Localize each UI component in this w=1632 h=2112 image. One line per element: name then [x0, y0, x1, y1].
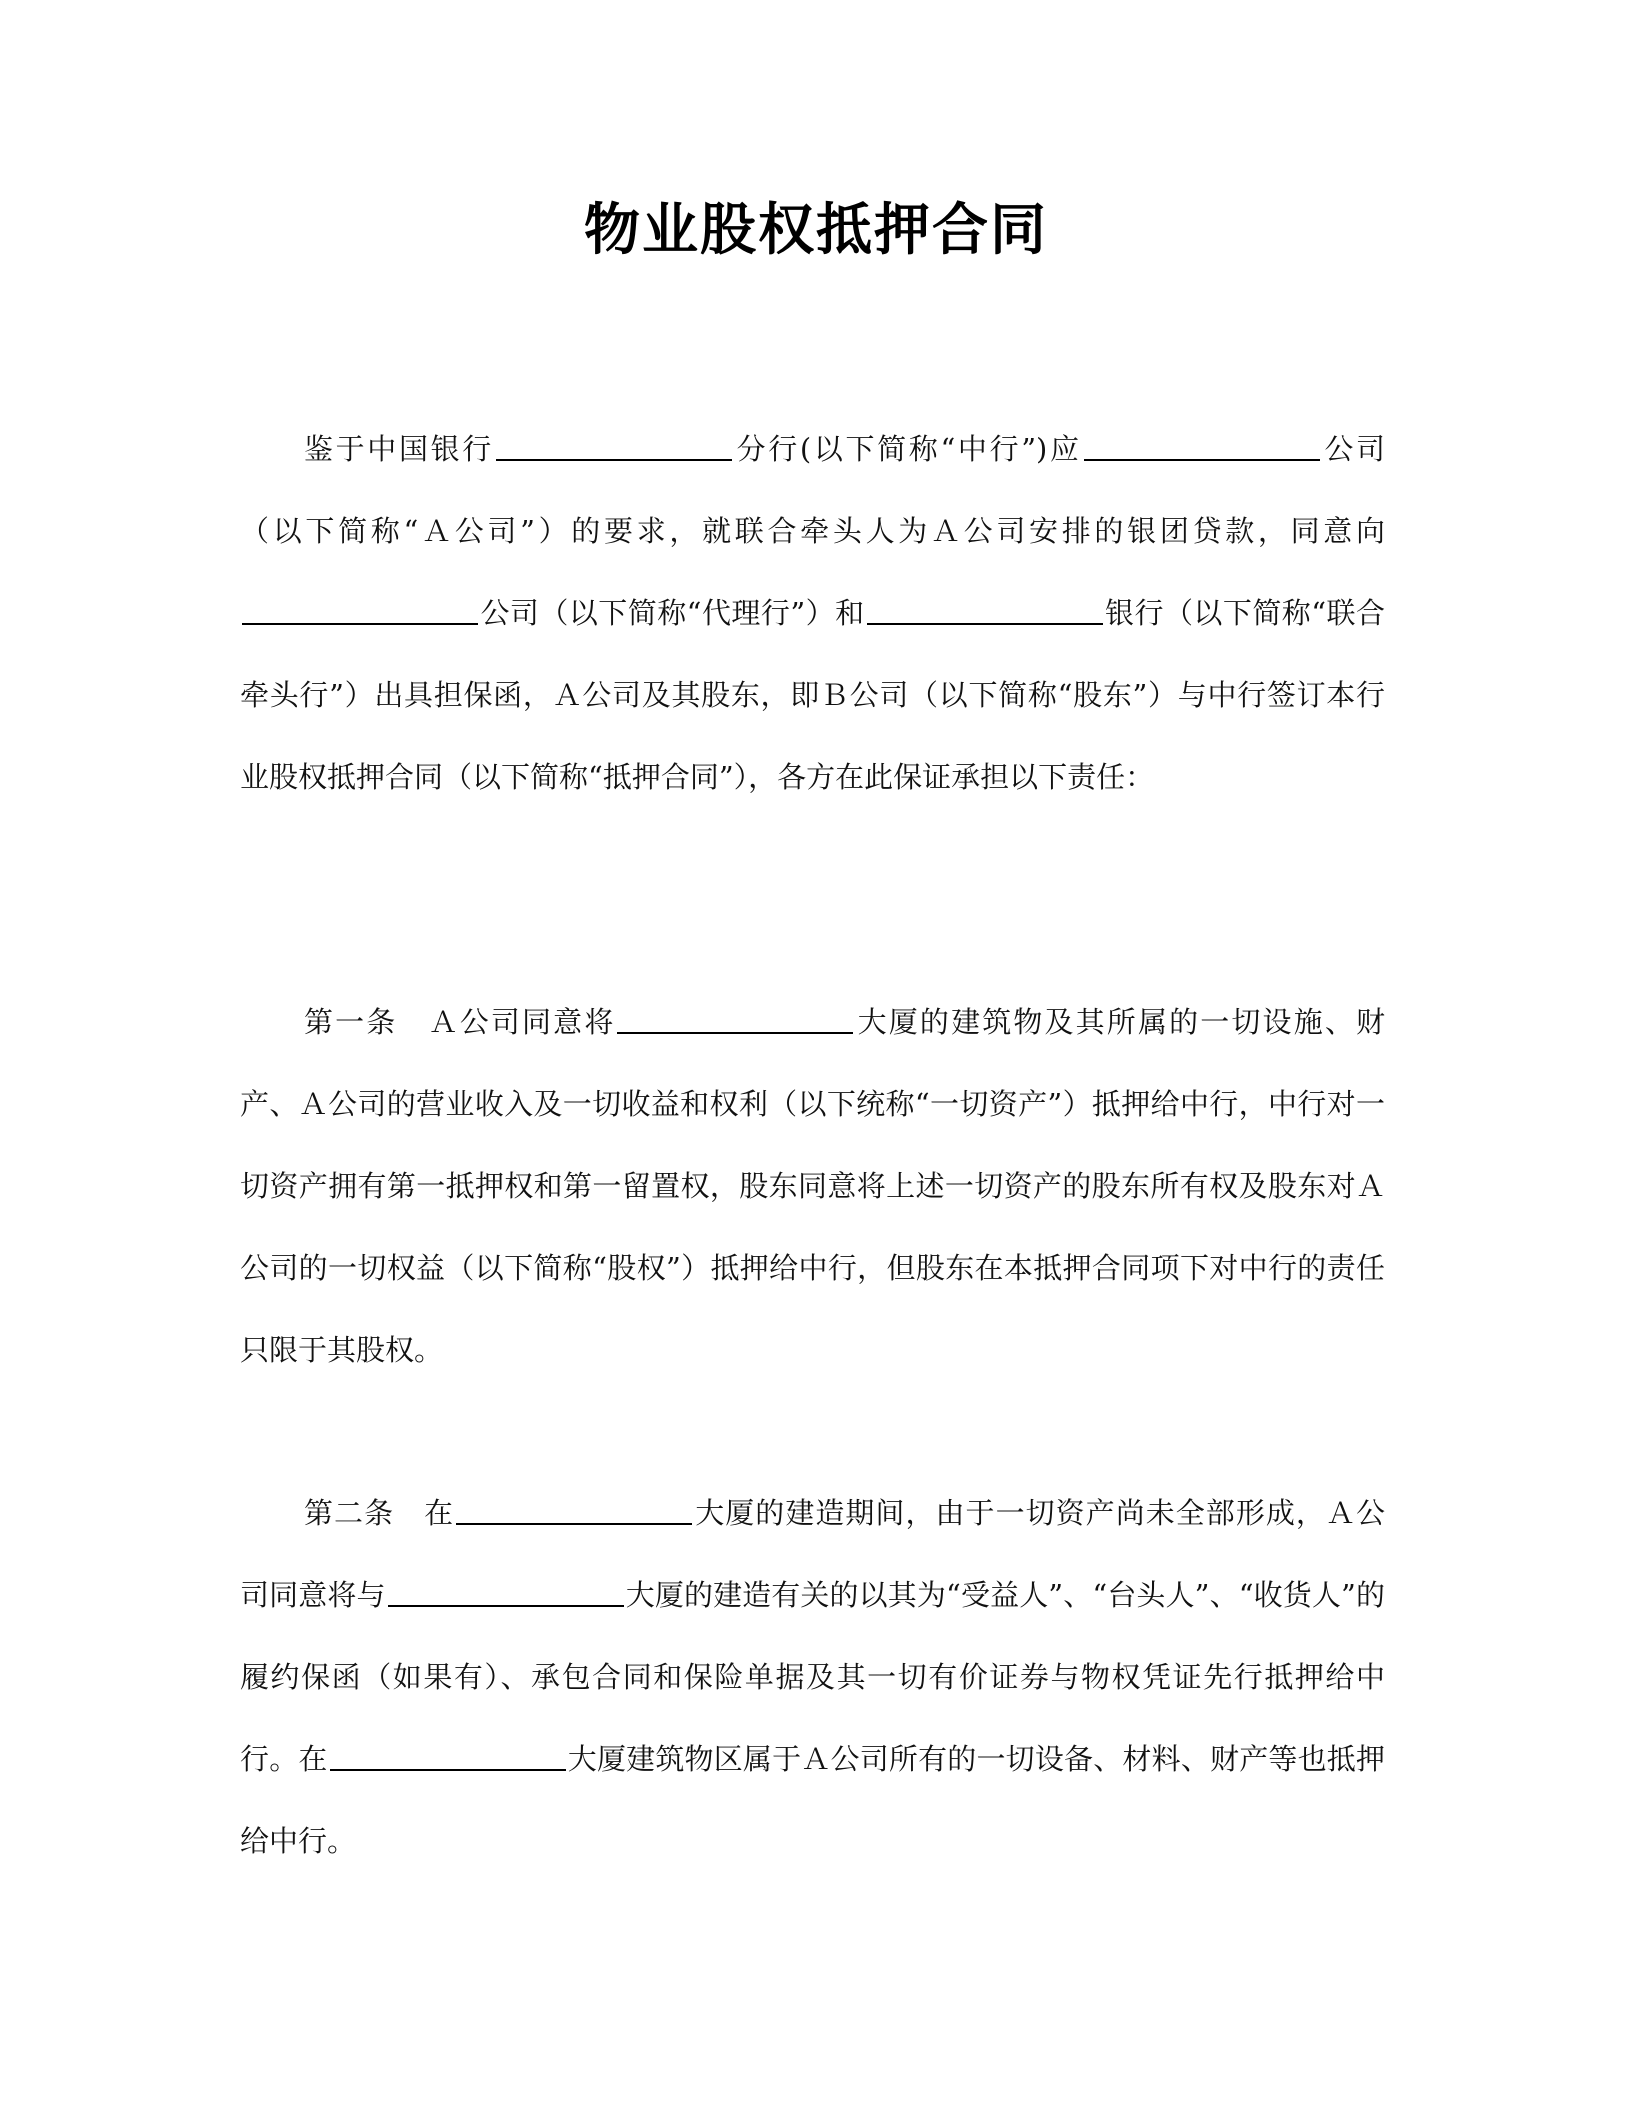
blank-company-name[interactable] — [1084, 458, 1320, 461]
article-1-text-1: 第一条 Ａ公司同意将 — [304, 1005, 616, 1039]
preamble-text-1: 鉴于中国银行 — [304, 432, 494, 466]
preamble-text-4: 公司（以下简称“代理行”）和 — [480, 596, 865, 630]
preamble-text-2: 分行(以下简称“中行”)应 — [733, 432, 1082, 466]
article-2-text-4: 大厦建筑物区属于Ａ公司所有的一切设备、材料、财产等也抵押给中行。 — [240, 1742, 1385, 1858]
blank-building-name-2[interactable] — [456, 1522, 692, 1525]
blank-bank-name[interactable] — [867, 622, 1103, 625]
article-2-text-1: 第二条 在 — [304, 1496, 455, 1530]
preamble-text-3: 公司（以下简称“Ａ公司”）的要求，就联合牵头人为Ａ公司安排的银团贷款，同意向 — [240, 432, 1385, 548]
blank-building-name-4[interactable] — [330, 1768, 566, 1771]
article-1-paragraph — [240, 981, 1385, 1391]
blank-building-name-3[interactable] — [388, 1604, 624, 1607]
article-2-paragraph — [240, 1472, 1385, 1882]
article-1-text-2: 大厦的建筑物及其所属的一切设施、财产、Ａ公司的营业收入及一切收益和权利（以下统称“一切资产”）抵押给中行，中行对一切资产拥有第一抵押权和第一留置权，股东同意将上述一切资产的股东所有权及股东对Ａ公司的一切权益（以下简称“股权”）抵押给中行，但股东在本抵押合同项下对中行的责任只限于其股权。 — [240, 1005, 1385, 1367]
document-title: 物业股权抵押合同 — [584, 198, 1048, 263]
article-2-text-2: 大厦的建造期间，由于一切资产尚未全部形成，Ａ公司同意将与 — [240, 1496, 1385, 1612]
blank-building-name-1[interactable] — [617, 1031, 853, 1034]
blank-branch-name[interactable] — [496, 458, 732, 461]
blank-agent-name[interactable] — [242, 622, 478, 625]
preamble-paragraph — [240, 408, 1385, 818]
preamble-text-5: 银行（以下简称“联合牵头行”）出具担保函，Ａ公司及其股东，即Ｂ公司（以下简称“股东”）与中行签订本行业股权抵押合同（以下简称“抵押合同”），各方在此保证承担以下责任： — [240, 596, 1385, 794]
article-2-text-3: 大厦的建造有关的以其为“受益人”、“台头人”、“收货人”的履约保函（如果有）、承包合同和保险单据及其一切有价证券与物权凭证先行抵押给中行。在 — [240, 1578, 1385, 1776]
